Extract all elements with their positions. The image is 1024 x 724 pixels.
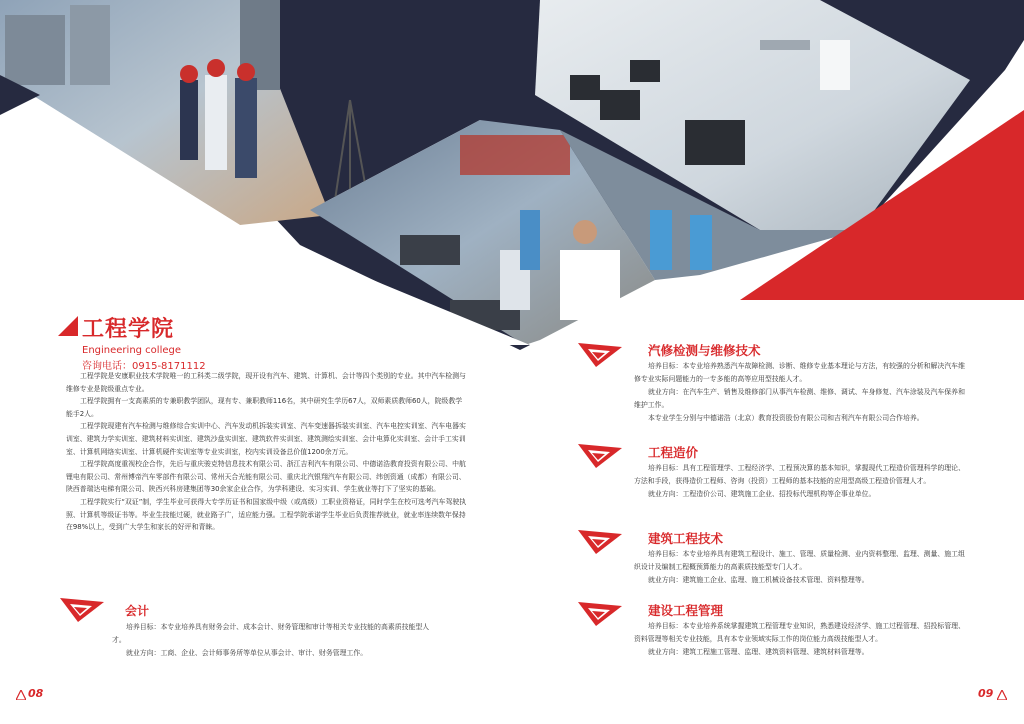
college-title-block [82,312,206,372]
intro-paragraph: 工程学院实行“双证”制，学生毕业可获得大专学历证书和国家级中级（或高级）工职业资格证，同时学生在校可选考汽车驾驶执照、计算机等级证书等。毕业生技能过硬，就业路子广，适应能力强。工程学院承诺学生毕业后负责推荐就业，就业率连续数年保持在98%以上，受到广大学生和家长的好评和青睐。 [66,497,467,532]
accounting-heading: 会计 [125,604,150,618]
triangle-badge-icon [578,444,622,472]
title-triangle-icon [58,316,78,340]
section-extra: 本专业学生分别与中德诺浩（北京）教育投资股份有限公司和吉利汽车有限公司合作培养。 [648,414,924,422]
section-career: 就业方向：建筑工程施工管理、监理、建筑资料管理、建筑材料管理等。 [648,648,869,656]
page-corner-icon [16,685,26,704]
accounting-goal: 培养目标：本专业培养具有财务会计、成本会计、财务管理和审计等相关专业技能的高素质技能型人才。 [112,623,430,644]
triangle-badge-icon [578,530,622,558]
consult-phone: 咨询电话：0915-8171112 [82,361,206,372]
accounting-body [112,621,442,660]
intro-paragraph: 工程学院高度重视校企合作，先后与重庆骏克特信息技术有限公司、浙江吉利汽车有限公司、中德诺浩教育投资有限公司、中航锂电有限公司、常州博帝汽车零部件有限公司、常州天合光能有限公司、重庆北汽银翔汽车有限公司、纬创资通（成都）有限公司、陕西普瑞达电梯有限公司、陕西兴科房建集团等30余家企业合作，为学科建设、实习实训、学生就业等打下了坚实的基础。 [66,460,466,494]
section-heading-auto-repair: 汽修检测与维修技术 [648,343,761,358]
intro-paragraph: 工程学院现建有汽车检测与维修综合实训中心、汽车发动机拆装实训室、汽车变速器拆装实训室、汽车电控实训室、汽车电器实训室、建筑力学实训室、建筑材料实训室、建筑沙盘实训室、建筑软件实训室、建筑测绘实训室、会计电算化实训室、会计手工实训室、计算机网络实训室、计算机硬件实训室等专业实训室，校内实训设备总价值1200余万元。 [66,422,466,456]
section-heading-construction-mgmt: 建设工程管理 [648,603,724,618]
triangle-badge-icon [578,602,622,630]
page-number-right: 09 [978,687,994,700]
section-body-cost [634,462,970,501]
section-body-auto-repair [634,360,970,425]
intro-paragraph: 工程学院拥有一支高素质的专兼职教学团队，现有专、兼职教师116名，其中研究生学历67人，双师素质教师60人，院级教学能手2人。 [66,397,463,418]
accounting-career: 就业方向：工商、企业、会计师事务所等单位从事会计、审计、财务管理工作。 [126,649,368,657]
section-goal: 培养目标：本专业培养具有建筑工程设计、施工、管理、质量检测、业内资料整理、监理、测量、施工组织设计及编制工程概预算能力的高素质技能型专门人才。 [634,550,965,571]
section-body-construction-mgmt [634,620,970,659]
section-goal: 培养目标：本专业培养系统掌握建筑工程管理专业知识，熟悉建设经济学、施工过程管理、招投标管理、资料管理等相关专业技能，具有本专业领域实际工作的岗位能力高级技能型人才。 [634,622,965,643]
college-subtitle: Engineering college [82,345,182,356]
triangle-badge-icon [60,598,104,626]
section-goal: 培养目标：本专业培养熟悉汽车故障检测、诊断、维修专业基本理论与方法，有较强的分析和解决汽车维修专业实际问题能力的一专多能的高等应用型技能人才。 [634,362,965,383]
intro-paragraph: 工程学院是安康职业技术学院唯一的工科类二级学院，现开设有汽车、建筑、计算机、会计等四个类别的专业。其中汽车检测与维修专业是院级重点专业。 [66,372,466,393]
section-career: 就业方向：建筑施工企业、监理、施工机械设备技术管理、资料整理等。 [648,576,869,584]
section-goal: 培养目标：具有工程管理学、工程经济学、工程预决算的基本知识，掌握现代工程造价管理科学的理论、方法和手段，获得造价工程师、咨询（投资）工程师的基本技能的应用型高级工程造价管理人才。 [634,464,965,485]
section-career: 就业方向：工程造价公司、建筑施工企业、招投标代理机构等企事业单位。 [648,490,876,498]
college-title: 工程学院 [82,317,175,342]
section-heading-building-tech: 建筑工程技术 [648,531,724,546]
college-intro [66,370,468,534]
section-heading-cost: 工程造价 [648,445,699,460]
page-corner-icon [997,685,1007,704]
triangle-badge-icon [578,343,622,371]
section-career: 就业方向：在汽车生产、销售及维修部门从事汽车检测、维修、调试、车身修复、汽车涂装及汽车保养和维护工作。 [634,388,965,409]
section-body-building-tech [634,548,970,587]
page-number-left: 08 [28,687,44,700]
